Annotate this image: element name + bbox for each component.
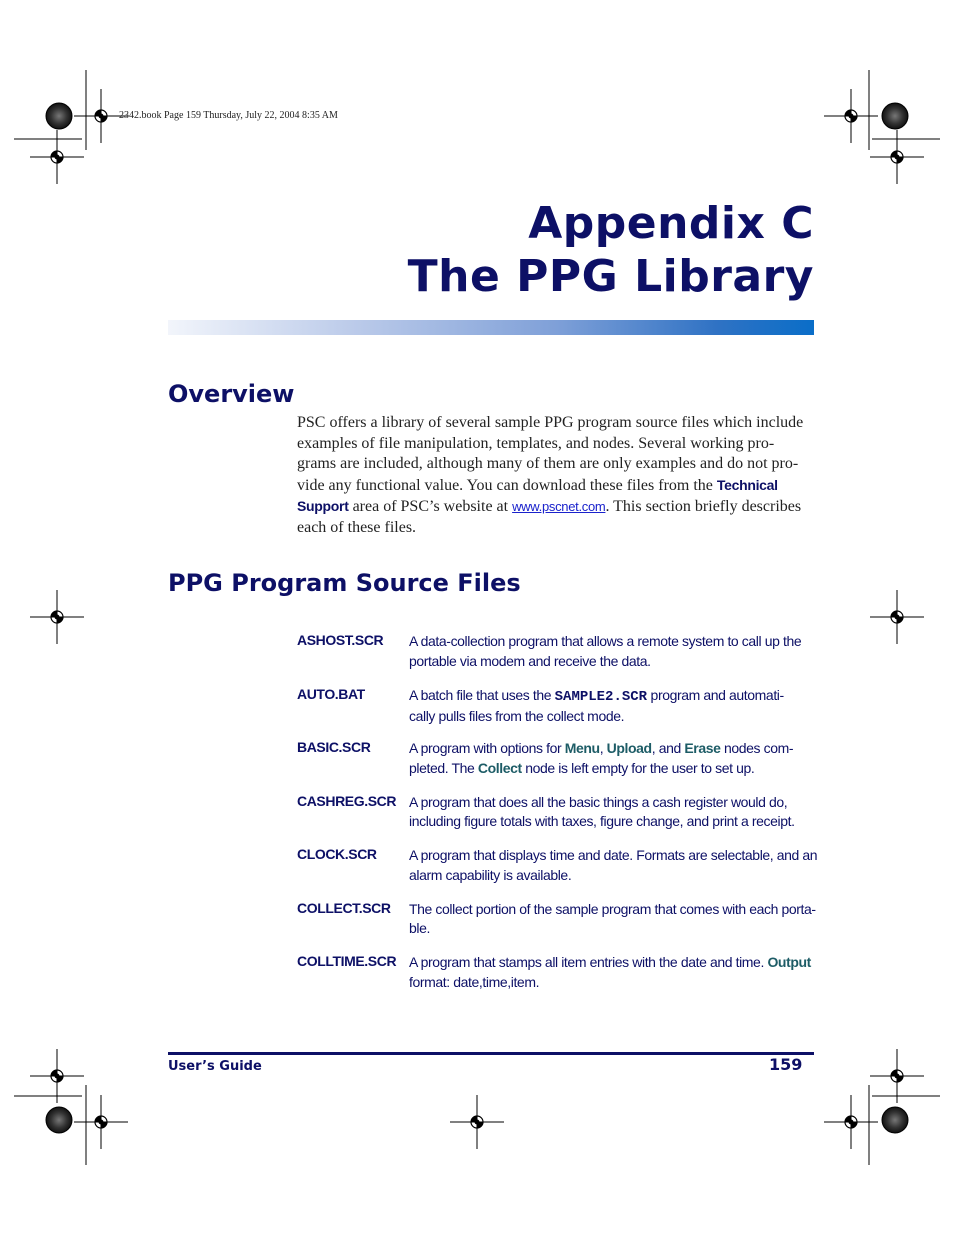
description-line: ble.	[409, 920, 430, 936]
file-name: CLOCK.SCR	[297, 846, 377, 862]
keyword-term: Upload	[606, 740, 652, 756]
keyword-term: Erase	[684, 740, 721, 756]
overview-heading: Overview	[168, 380, 295, 408]
description-text: ,	[599, 740, 607, 756]
list-item	[297, 793, 817, 847]
file-name: COLLTIME.SCR	[297, 953, 397, 969]
description-text: nodes com-	[720, 740, 794, 756]
description-line: alarm capability is available.	[409, 866, 572, 883]
file-description	[409, 686, 814, 727]
description-text: A batch file that uses the	[409, 686, 555, 703]
description-text: A program with options for	[409, 740, 565, 756]
file-description	[409, 846, 818, 885]
description-line: portable via modem and receive the data.	[409, 652, 651, 669]
description-line: including figure totals with taxes, figure change, and print a receipt.	[409, 813, 795, 829]
page-number: 159	[769, 1055, 803, 1074]
overview-paragraph	[297, 413, 817, 538]
file-description	[409, 900, 814, 939]
file-name: CASHREG.SCR	[297, 792, 397, 809]
overview-line: grams are included, although many of them are only examples and do not pro-	[297, 455, 799, 472]
chapter-title	[408, 197, 814, 303]
description-text: pleted. The	[409, 759, 478, 776]
file-description	[409, 632, 814, 671]
source-files-heading: PPG Program Source Files	[168, 569, 521, 597]
description-line: A data-collection program that allows a remote system to call up the	[409, 633, 802, 649]
list-item	[297, 846, 817, 900]
description-line: format: date,time,item.	[409, 973, 540, 990]
description-text: node is left empty for the user to set up.	[521, 759, 755, 776]
description-text: , and	[651, 740, 685, 756]
list-item	[297, 632, 817, 686]
file-description	[409, 953, 814, 992]
code-term: SAMPLE2.SCR	[554, 688, 648, 705]
list-item	[297, 900, 817, 954]
footer-rule	[168, 1052, 814, 1055]
keyword-term: Output	[767, 954, 811, 970]
description-line: cally pulls files from the collect mode.	[409, 708, 625, 724]
technical-support-term: Support	[297, 498, 349, 514]
title-gradient-bar	[168, 320, 814, 335]
pscnet-link[interactable]: www.pscnet.com	[512, 499, 606, 514]
overview-line	[297, 496, 817, 518]
file-name: COLLECT.SCR	[297, 899, 391, 916]
keyword-term: Menu	[564, 740, 600, 756]
description-line	[409, 739, 814, 759]
overview-line	[297, 475, 817, 497]
book-slug: 2342.book Page 159 Thursday, July 22, 2004 8:35 AM	[119, 110, 338, 121]
description-line	[409, 759, 814, 779]
source-files-list	[297, 632, 817, 1007]
keyword-term: Collect	[477, 759, 522, 776]
file-name: BASIC.SCR	[297, 739, 371, 755]
file-description	[409, 739, 814, 778]
description-line: A program that displays time and date. Formats are selectable, and an	[409, 847, 818, 863]
description-text: A program that stamps all item entries with the date and time.	[409, 954, 768, 970]
list-item	[297, 686, 817, 740]
overview-line: examples of file manipulation, templates, and nodes. Several working pro-	[297, 434, 775, 452]
description-line: A program that does all the basic things a cash register would do,	[409, 793, 788, 810]
file-name: ASHOST.SCR	[297, 632, 384, 648]
overview-text: vide any functional value. You can download these files from the	[297, 476, 717, 494]
chapter-title-line2: The PPG Library	[407, 251, 814, 302]
description-text: program and automati-	[647, 686, 784, 703]
list-item	[297, 739, 817, 793]
technical-support-term: Technical	[716, 476, 778, 493]
file-description	[409, 793, 814, 832]
description-line	[409, 686, 814, 708]
overview-line: PSC offers a library of several sample PPG program source files which include	[297, 414, 804, 431]
overview-text: . This section briefly describes	[605, 498, 802, 515]
list-item	[297, 953, 817, 1007]
overview-line: each of these files.	[297, 518, 417, 536]
overview-text: area of PSC’s website at	[348, 498, 513, 515]
description-line	[409, 953, 814, 973]
description-line: The collect portion of the sample program that comes with each porta-	[409, 900, 816, 917]
chapter-title-line1: Appendix C	[528, 198, 814, 249]
footer-label: User’s Guide	[168, 1059, 262, 1074]
file-name: AUTO.BAT	[297, 685, 365, 702]
